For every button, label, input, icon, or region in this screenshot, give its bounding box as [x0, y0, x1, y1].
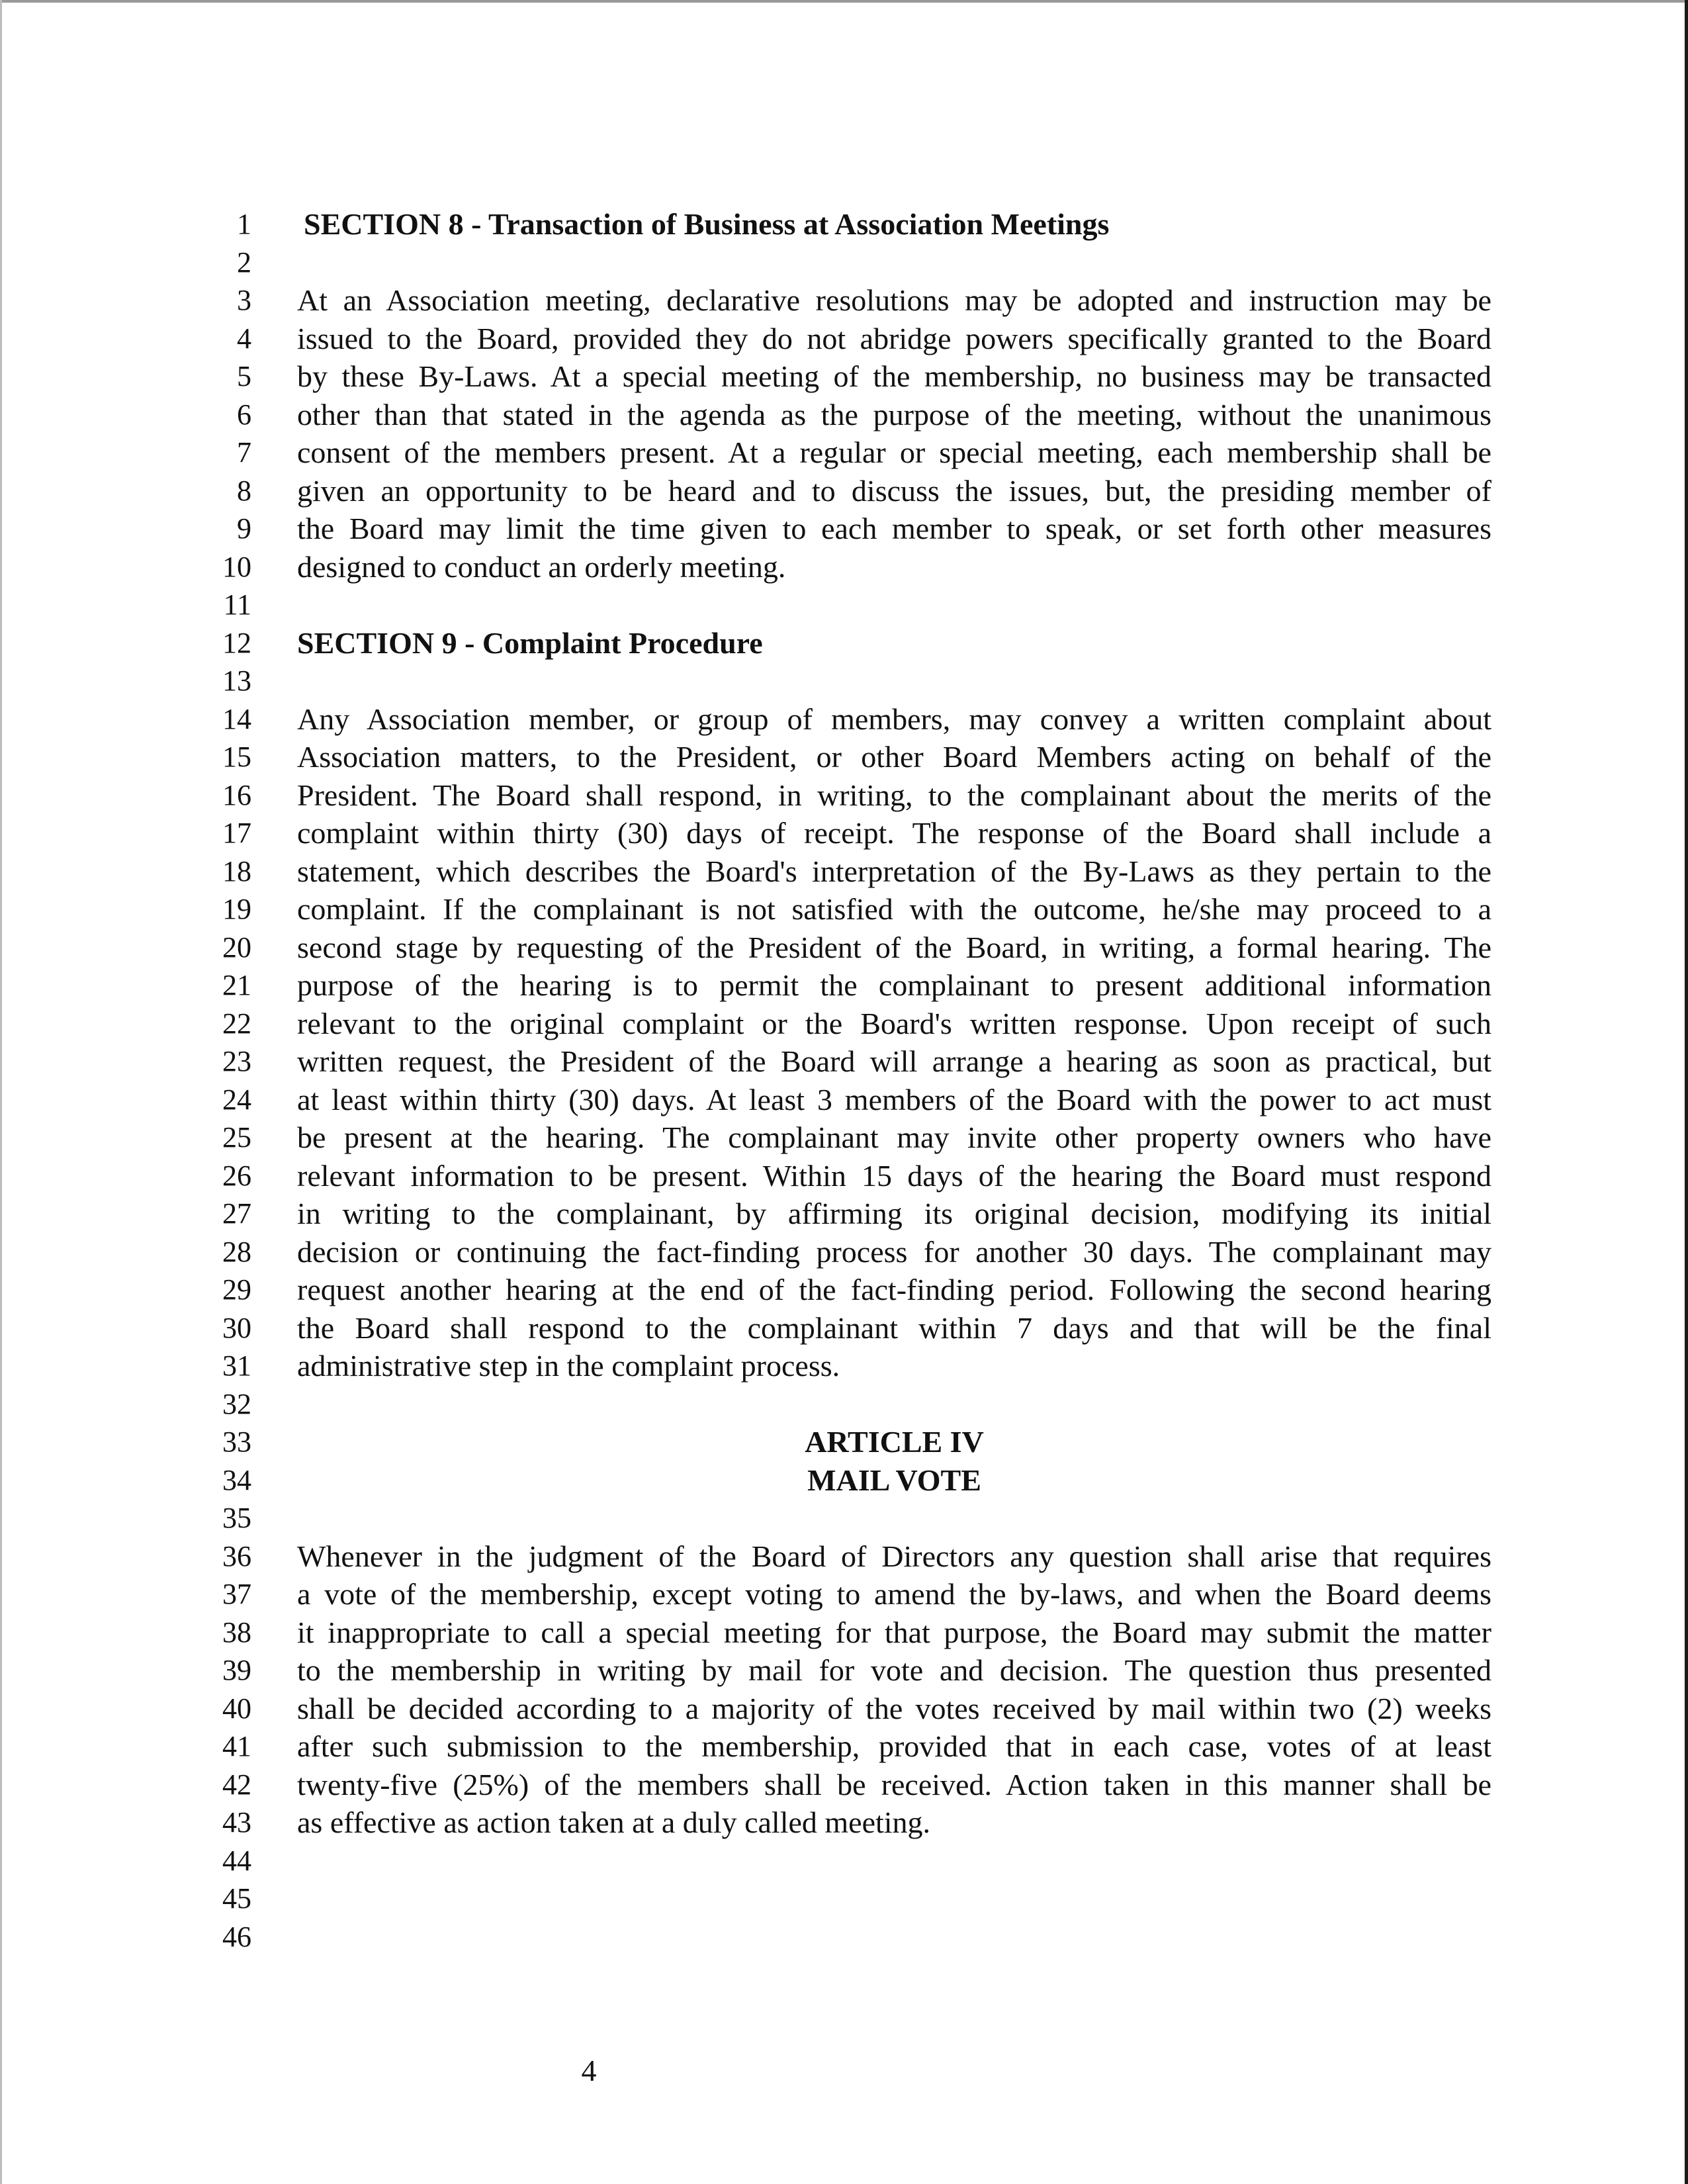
section-8-line: designed to conduct an orderly meeting. — [297, 549, 786, 584]
article-4-subtitle: MAIL VOTE — [807, 1463, 981, 1497]
section-9-line: President. The Board shall respond, in writing, to the complainant about the merits of the — [297, 778, 1491, 812]
line-number: 36 — [222, 1539, 251, 1572]
section-8-line: consent of the members present. At a regular or special meeting, each membership shall be — [297, 435, 1491, 469]
line-number: 2 — [237, 246, 251, 279]
section-9-line: the Board shall respond to the complainant within 7 days and that will be the final — [297, 1310, 1491, 1345]
section-8-line: by these By-Laws. At a special meeting of the membership, no business may be transacted — [297, 359, 1491, 393]
article-4-line: a vote of the membership, except voting to amend the by-laws, and when the Board deems — [297, 1577, 1491, 1611]
line-number: 31 — [222, 1349, 251, 1382]
line-number: 38 — [222, 1615, 251, 1649]
article-4-line: twenty-five (25%) of the members shall be received. Action taken in this manner shall be — [297, 1767, 1491, 1801]
line-number: 42 — [222, 1768, 251, 1801]
scan-edge-right — [1685, 0, 1688, 2184]
section-8-line: issued to the Board, provided they do not abridge powers specifically granted to the Board — [297, 321, 1491, 355]
line-number: 17 — [222, 817, 251, 849]
line-number: 33 — [222, 1426, 251, 1458]
line-number: 32 — [222, 1387, 251, 1420]
page-number: 4 — [581, 2054, 597, 2087]
line-number: 21 — [222, 969, 251, 1001]
line-number: 19 — [222, 893, 251, 925]
line-number: 10 — [222, 550, 251, 583]
line-number: 27 — [222, 1197, 251, 1230]
article-4-line: as effective as action taken at a duly called meeting. — [297, 1805, 931, 1839]
article-4-line: shall be decided according to a majority of the votes received by mail within two (2) weeks — [297, 1691, 1491, 1725]
line-number: 41 — [222, 1730, 251, 1762]
section-9-line: Association matters, to the President, or other Board Members acting on behalf of the — [297, 740, 1491, 774]
section-8-line: At an Association meeting, declarative resolutions may be adopted and instruction may be — [297, 283, 1491, 317]
line-number: 43 — [222, 1806, 251, 1839]
line-number: 4 — [237, 322, 251, 355]
line-number: 34 — [222, 1463, 251, 1496]
section-9-line: in writing to the complainant, by affirming its original decision, modifying its initial — [297, 1197, 1491, 1230]
section-8-line: given an opportunity to be heard and to discuss the issues, but, the presiding member of — [297, 473, 1491, 508]
section-9-line: second stage by requesting of the President of the Board, in writing, a formal hearing. The — [297, 930, 1491, 964]
section-8-line: the Board may limit the time given to each member to speak, or set forth other measures — [297, 512, 1491, 545]
section-9-line: Any Association member, or group of members, may convey a written complaint about — [297, 702, 1491, 736]
line-number: 13 — [222, 664, 251, 697]
line-number: 39 — [222, 1654, 251, 1686]
section-8-heading: SECTION 8 - Transaction of Business at Association Meetings — [304, 207, 1110, 241]
scan-edge-top — [0, 0, 1688, 3]
article-4-line: it inappropriate to call a special meeting for that purpose, the Board may submit the matter — [297, 1615, 1491, 1649]
section-9-line: be present at the hearing. The complainant may invite other property owners who have — [297, 1120, 1491, 1154]
line-number: 14 — [222, 702, 251, 735]
line-number: 11 — [223, 588, 251, 621]
line-number: 20 — [222, 931, 251, 964]
line-number: 26 — [222, 1159, 251, 1192]
article-4-line: after such submission to the membership, provided that in each case, votes of at least — [297, 1729, 1491, 1763]
section-9-line: purpose of the hearing is to permit the complainant to present additional information — [297, 968, 1491, 1002]
line-number: 16 — [222, 778, 251, 811]
line-number: 8 — [237, 474, 251, 507]
line-number: 7 — [237, 436, 251, 469]
line-number: 6 — [237, 398, 251, 431]
line-number: 22 — [222, 1007, 251, 1040]
scan-edge-left — [0, 0, 2, 2184]
section-9-line: decision or continuing the fact-finding process for another 30 days. The complainant may — [297, 1234, 1491, 1269]
line-number: 12 — [222, 626, 251, 659]
line-number: 29 — [222, 1273, 251, 1306]
section-9-line: statement, which describes the Board's interpretation of the By-Laws as they pertain to the — [297, 854, 1491, 888]
section-9-line: complaint. If the complainant is not satisfied with the outcome, he/she may proceed to a — [297, 892, 1491, 926]
article-4-line: Whenever in the judgment of the Board of Directors any question shall arise that requires — [297, 1539, 1491, 1573]
line-number: 30 — [222, 1311, 251, 1344]
section-9-line: complaint within thirty (30) days of receipt. The response of the Board shall include a — [297, 816, 1491, 850]
line-number: 23 — [222, 1045, 251, 1077]
section-9-line: relevant to the original complaint or the Board's written response. Upon receipt of such — [297, 1006, 1491, 1040]
article-4-line: to the membership in writing by mail for vote and decision. The question thus presented — [297, 1653, 1491, 1687]
line-number: 5 — [237, 360, 251, 392]
line-number: 1 — [237, 208, 251, 240]
section-9-line: administrative step in the complaint process. — [297, 1349, 840, 1383]
line-number: 46 — [222, 1920, 251, 1953]
section-8-line: other than that stated in the agenda as the purpose of the meeting, without the unanimous — [297, 397, 1491, 432]
section-9-line: request another hearing at the end of the fact-finding period. Following the second hearing — [297, 1273, 1491, 1306]
section-9-heading: SECTION 9 - Complaint Procedure — [297, 625, 763, 660]
line-number: 37 — [222, 1578, 251, 1610]
line-number: 9 — [237, 512, 251, 545]
line-number: 35 — [222, 1502, 251, 1534]
line-number: 28 — [222, 1235, 251, 1268]
line-number: 24 — [222, 1083, 251, 1116]
section-9-line: written request, the President of the Board will arrange a hearing as soon as practical, but — [297, 1044, 1491, 1078]
line-number: 15 — [222, 741, 251, 773]
line-number: 18 — [222, 854, 251, 887]
line-number: 45 — [222, 1882, 251, 1915]
section-9-line: at least within thirty (30) days. At least 3 members of the Board with the power to act must — [297, 1082, 1491, 1116]
article-4-title: ARTICLE IV — [805, 1425, 984, 1459]
line-number: 44 — [222, 1844, 251, 1877]
section-9-line: relevant information to be present. Within 15 days of the hearing the Board must respond — [297, 1158, 1491, 1193]
line-number: 40 — [222, 1692, 251, 1725]
line-number: 25 — [222, 1121, 251, 1154]
line-number: 3 — [237, 284, 251, 316]
